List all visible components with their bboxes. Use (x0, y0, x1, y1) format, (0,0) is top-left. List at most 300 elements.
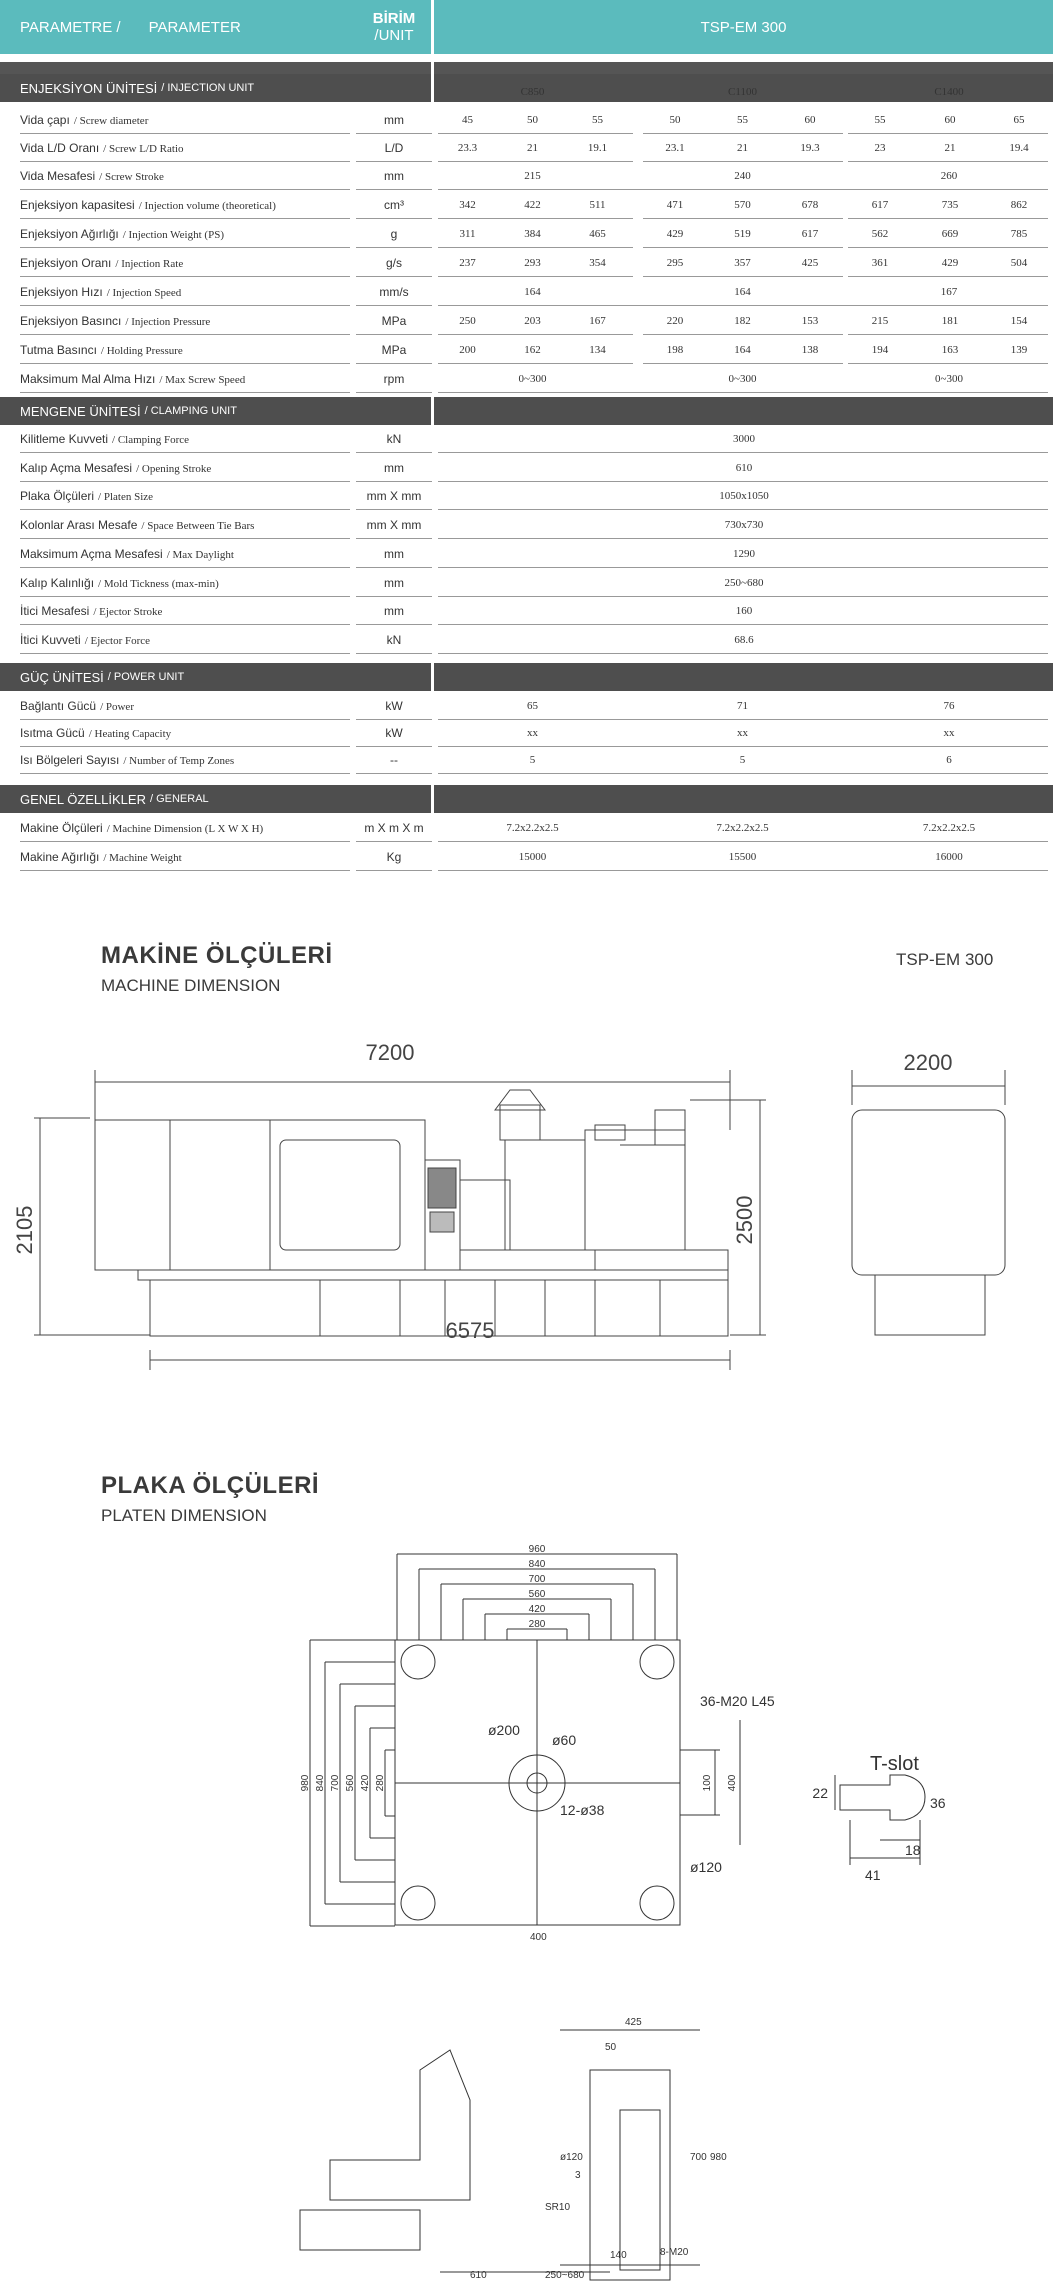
row-divider (356, 276, 432, 277)
section-divider (431, 785, 434, 813)
side-d3: 3 (575, 2170, 581, 2181)
label-d120: ø120 (690, 1859, 722, 1875)
row-label (20, 569, 219, 597)
row-label-tr: Tutma Basıncı (20, 343, 97, 357)
row-divider (356, 247, 432, 248)
dim-height-left: 2105 (12, 1205, 37, 1255)
row-value: 511 (589, 199, 606, 211)
row-value: 678 (801, 199, 819, 211)
section-title: GÜÇ ÜNİTESİ (20, 669, 104, 685)
row-label-en: / Platen Size (98, 491, 154, 504)
row-divider (438, 870, 1048, 871)
platen-top-dim: 700 (528, 1574, 546, 1585)
row-value: xx (527, 727, 538, 739)
row-divider (438, 334, 633, 335)
row-label-tr: Kolonlar Arası Mesafe (20, 518, 138, 533)
platen-left-dim: 700 (330, 1774, 341, 1792)
table-row (0, 626, 1053, 654)
row-divider (643, 247, 843, 248)
row-label-en: / Heating Capacity (88, 728, 172, 740)
dim-length: 7200 (365, 1040, 415, 1065)
platen-left-dim: 280 (375, 1774, 386, 1792)
row-value: 354 (589, 257, 606, 269)
row-unit: -- (390, 753, 398, 767)
row-label-tr: Enjeksiyon Oranı (20, 256, 112, 270)
row-label (20, 365, 245, 393)
row-label-tr: Maksimum Mal Alma Hızı (20, 372, 156, 386)
row-label-en: / Opening Stroke (136, 462, 212, 475)
row-value: 570 (734, 199, 751, 211)
row-value: 361 (871, 257, 889, 269)
row-value: xx (737, 727, 748, 739)
row-unit: mm (384, 113, 404, 127)
unit-label-en: /UNIT (374, 27, 414, 44)
row-label-tr: İtici Kuvveti (20, 632, 81, 647)
row-label-tr: Makine Ölçüleri (20, 821, 103, 835)
row-label (20, 597, 162, 625)
row-value: 504 (1010, 257, 1028, 269)
row-value: 19.1 (587, 142, 608, 154)
row-divider (20, 247, 350, 248)
row-value: 154 (1010, 315, 1028, 327)
row-value: 610 (735, 461, 753, 474)
row-value: 293 (524, 257, 541, 269)
row-value: 21 (944, 142, 956, 154)
machine-dim-title: MAKİNE ÖLÇÜLERİ (101, 942, 333, 969)
row-label-en: / Clamping Force (112, 434, 190, 446)
table-row (0, 746, 1053, 774)
row-value: 735 (941, 199, 959, 211)
row-value: 6 (946, 754, 952, 766)
row-divider (643, 363, 843, 364)
row-label (20, 191, 276, 219)
row-label-en: / Max Daylight (166, 548, 234, 561)
row-value: xx (943, 727, 955, 739)
section-title: ENJEKSİYON ÜNİTESİ (20, 80, 158, 96)
row-value: 134 (589, 344, 606, 356)
row-value: 23.1 (665, 142, 685, 154)
row-value: 250 (459, 315, 476, 327)
row-divider (643, 276, 843, 277)
row-unit: MPa (381, 343, 407, 357)
machine-dimension-drawing (0, 1030, 1053, 1370)
label-t22: 22 (812, 1785, 828, 1801)
row-label (20, 843, 182, 871)
label-tslot: T-slot (870, 1753, 919, 1775)
table-row (0, 454, 1053, 482)
row-value: 730x730 (724, 519, 764, 532)
row-value: 55 (737, 114, 748, 126)
table-row (0, 569, 1053, 597)
side-d980: 980 (710, 2152, 727, 2163)
section-title: GENEL ÖZELLİKLER (20, 791, 146, 807)
row-label-tr: Enjeksiyon Basıncı (20, 314, 122, 328)
unit-label: BİRİM (372, 10, 416, 27)
row-divider (20, 334, 350, 335)
row-label-en: / Space Between Tie Bars (141, 520, 255, 533)
row-value: 384 (524, 228, 541, 240)
table-row (0, 482, 1053, 510)
row-label-en: / Injection Rate (115, 258, 184, 270)
label-tap: 36-M20 L45 (700, 1693, 775, 1709)
row-value: 19.3 (800, 142, 820, 154)
platen-dim-100: 100 (702, 1774, 713, 1792)
row-value: 5 (529, 754, 536, 766)
row-value: 311 (459, 228, 476, 240)
row-divider (20, 773, 350, 774)
row-value: 7.2x2.2x2.5 (716, 822, 769, 834)
row-value: 200 (459, 344, 476, 356)
platen-top-dim: 560 (528, 1589, 546, 1600)
row-label-en: / Injection Weight (PS) (122, 229, 224, 241)
platen-top-dim: 960 (528, 1544, 546, 1555)
row-value: 163 (941, 344, 959, 356)
section-general (0, 785, 1053, 813)
row-divider (438, 363, 633, 364)
row-value: 55 (592, 114, 603, 126)
row-unit: mm (384, 546, 404, 561)
row-value: 50 (527, 114, 538, 126)
row-label (20, 626, 150, 654)
row-label-en: / Max Screw Speed (159, 374, 246, 386)
row-value: 429 (666, 228, 684, 240)
table-row (0, 597, 1053, 625)
label-d200: ø200 (488, 1722, 520, 1738)
row-divider (20, 392, 350, 393)
row-value: 237 (459, 257, 476, 269)
table-row (0, 162, 1053, 190)
section-divider (431, 663, 434, 691)
row-label (20, 134, 184, 162)
row-value: 21 (527, 142, 538, 154)
row-label (20, 162, 164, 190)
row-label-en: / Power (100, 701, 134, 713)
row-value: 220 (666, 315, 684, 327)
row-label-tr: Makine Ağırlığı (20, 850, 100, 864)
label-t41: 41 (865, 1867, 881, 1883)
row-value: 785 (1010, 228, 1028, 240)
row-value: 16000 (935, 851, 963, 863)
row-divider (356, 653, 432, 654)
row-divider (20, 870, 350, 871)
row-divider (20, 189, 350, 190)
platen-left-dim: 560 (345, 1774, 356, 1792)
row-value: 429 (941, 257, 959, 269)
row-label-tr: Isıtma Gücü (20, 726, 85, 740)
row-label (20, 814, 263, 842)
injection-col-header: C1100 (728, 86, 757, 98)
platen-dim-400: 400 (727, 1774, 738, 1792)
side-d50: 50 (605, 2042, 617, 2053)
row-unit: mm (384, 460, 404, 475)
row-divider (20, 841, 350, 842)
row-label-en: / Ejector Stroke (93, 606, 163, 619)
section-subtitle: / INJECTION UNIT (161, 82, 255, 94)
row-divider (356, 870, 432, 871)
row-value: 162 (524, 344, 541, 356)
row-value: 471 (666, 199, 684, 211)
table-row (0, 425, 1053, 453)
row-value: 240 (734, 170, 751, 182)
row-label (20, 307, 210, 335)
header-bar-left (0, 62, 431, 74)
table-row (0, 278, 1053, 306)
label-holes: 12-ø38 (560, 1802, 605, 1818)
row-label-tr: Enjeksiyon kapasitesi (20, 198, 135, 212)
row-divider (438, 841, 1048, 842)
label-bottom-400: 400 (530, 1932, 547, 1943)
row-value: 153 (801, 315, 819, 327)
row-divider (20, 363, 350, 364)
row-value: 60 (804, 114, 816, 126)
row-unit: kW (385, 726, 403, 740)
row-value: 55 (874, 114, 886, 126)
table-row (0, 719, 1053, 747)
platen-left-dim: 840 (315, 1774, 326, 1792)
row-value: 7.2x2.2x2.5 (506, 822, 559, 834)
row-unit: m X m X m (364, 821, 424, 835)
section-power (0, 663, 1053, 691)
platen-dim-title: PLAKA ÖLÇÜLERİ (101, 1472, 320, 1499)
row-divider (20, 276, 350, 277)
row-unit: cm³ (384, 198, 404, 212)
row-label-tr: Enjeksiyon Hızı (20, 285, 103, 299)
row-value: 181 (941, 315, 959, 327)
row-label (20, 336, 183, 364)
platen-top-dim: 420 (528, 1604, 546, 1615)
row-value: 194 (871, 344, 889, 356)
table-row (0, 692, 1053, 720)
row-unit: rpm (383, 372, 405, 386)
row-divider (848, 363, 1048, 364)
platen-dim-subtitle: PLATEN DIMENSION (101, 1506, 267, 1525)
row-value: 15000 (518, 851, 547, 863)
table-row (0, 843, 1053, 871)
section-title: MENGENE ÜNİTESİ (20, 403, 141, 419)
row-label-en: / Injection Speed (106, 287, 182, 299)
row-divider (356, 392, 432, 393)
row-value: 138 (801, 344, 819, 356)
platen-top-dim: 840 (528, 1559, 546, 1570)
section-divider (431, 74, 434, 102)
row-label-en: / Ejector Force (84, 634, 151, 647)
side-m20: 8-M20 (660, 2247, 689, 2258)
row-value: 50 (669, 114, 681, 126)
row-value: 65 (1013, 114, 1025, 126)
row-value: 23.3 (457, 142, 478, 154)
side-d250: 250~680 (545, 2270, 585, 2281)
row-value: 422 (524, 199, 541, 211)
row-value: 250~680 (724, 576, 764, 589)
row-label-tr: Enjeksiyon Ağırlığı (20, 227, 119, 241)
param-label-en: PARAMETER (148, 18, 241, 36)
row-value: 23 (874, 142, 886, 154)
platen-left-dim: 980 (300, 1774, 311, 1792)
row-value: 7.2x2.2x2.5 (922, 822, 976, 834)
row-divider (438, 392, 1048, 393)
row-unit: mm/s (379, 285, 409, 299)
side-d140: 140 (610, 2250, 627, 2261)
row-value: 68.6 (734, 633, 754, 646)
row-value: 164 (734, 286, 751, 298)
section-subtitle: / CLAMPING UNIT (144, 405, 237, 417)
row-value: 160 (735, 605, 753, 618)
row-divider (20, 218, 350, 219)
row-value: 60 (944, 114, 956, 126)
row-value: 3000 (733, 433, 755, 445)
row-unit: L/D (384, 141, 404, 155)
spec-table-header (0, 0, 1053, 54)
row-value: 215 (524, 170, 541, 182)
row-value: 139 (1010, 344, 1028, 356)
row-value: 198 (666, 344, 684, 356)
row-label (20, 511, 254, 539)
row-label (20, 719, 171, 747)
row-value: 295 (666, 257, 684, 269)
row-label (20, 746, 234, 774)
row-label-tr: Plaka Ölçüleri (20, 489, 95, 504)
row-value: 21 (737, 142, 748, 154)
row-value: 465 (589, 228, 606, 240)
row-divider (848, 334, 1048, 335)
row-value: 562 (871, 228, 889, 240)
row-divider (438, 189, 1048, 190)
row-label-en: / Holding Pressure (100, 345, 183, 357)
row-unit: kN (386, 432, 402, 446)
row-label (20, 540, 234, 568)
row-label-tr: Bağlantı Gücü (20, 699, 97, 713)
platen-dimension-drawing (0, 1540, 1053, 1980)
side-d120: ø120 (560, 2152, 583, 2163)
row-divider (438, 218, 633, 219)
row-value: 71 (737, 700, 748, 712)
row-label (20, 220, 224, 248)
row-label-tr: Vida L/D Oranı (20, 141, 100, 155)
row-unit: kW (385, 699, 403, 713)
param-label: PARAMETRE / (20, 18, 121, 36)
row-unit: mm (384, 604, 404, 619)
row-value: 182 (734, 315, 751, 327)
row-label-tr: Maksimum Açma Mesafesi (20, 546, 163, 561)
row-value: 19.4 (1009, 142, 1029, 154)
table-row (0, 336, 1053, 364)
row-divider (356, 841, 432, 842)
row-label-en: / Injection Pressure (125, 316, 211, 328)
row-value: 15500 (728, 851, 757, 863)
table-row (0, 220, 1053, 248)
section-subtitle: / GENERAL (149, 793, 209, 805)
row-value: 0~300 (518, 373, 547, 385)
table-row (0, 191, 1053, 219)
table-row (0, 106, 1053, 134)
side-d700: 700 (690, 2152, 707, 2163)
row-label-tr: İtici Mesafesi (20, 604, 90, 619)
table-row (0, 814, 1053, 842)
row-value: 167 (940, 286, 958, 298)
row-label-tr: Kalıp Açma Mesafesi (20, 460, 133, 475)
row-value: 164 (524, 286, 541, 298)
row-label-tr: Isı Bölgeleri Sayısı (20, 753, 120, 767)
injection-col-header: C850 (520, 86, 545, 98)
row-value: 45 (462, 114, 473, 126)
row-divider (356, 189, 432, 190)
row-label (20, 454, 211, 482)
row-label (20, 106, 148, 134)
row-value: 357 (734, 257, 751, 269)
table-row (0, 365, 1053, 393)
side-d425: 425 (625, 2017, 642, 2028)
row-divider (438, 773, 1048, 774)
row-value: 0~300 (935, 373, 963, 385)
row-divider (438, 247, 633, 248)
row-divider (356, 773, 432, 774)
row-unit: mm X mm (366, 489, 422, 504)
label-t18: 18 (905, 1842, 921, 1858)
dim-width: 2200 (903, 1050, 953, 1075)
row-value: 203 (524, 315, 541, 327)
row-label-en: / Screw Stroke (99, 171, 164, 183)
row-value: 5 (739, 754, 746, 766)
row-label-en: / Machine Dimension (L X W X H) (106, 823, 264, 835)
row-divider (438, 653, 1048, 654)
row-label-en: / Injection volume (theoretical) (138, 200, 276, 212)
dim-base-length: 6575 (445, 1318, 495, 1343)
row-unit: g (390, 227, 398, 241)
row-label-en: / Screw diameter (73, 115, 149, 127)
row-divider (438, 276, 633, 277)
row-divider (643, 218, 843, 219)
row-divider (356, 305, 432, 306)
row-unit: kN (386, 632, 402, 647)
row-value: 164 (734, 344, 751, 356)
row-label-tr: Kilitleme Kuvveti (20, 432, 109, 446)
table-row (0, 249, 1053, 277)
machine-dim-model: TSP-EM 300 (896, 950, 994, 969)
model-header: TSP-EM 300 (700, 18, 787, 36)
row-value: 215 (871, 315, 889, 327)
side-sr10: SR10 (545, 2202, 571, 2213)
row-label-en: / Screw L/D Ratio (103, 143, 184, 155)
row-value: 425 (801, 257, 819, 269)
row-label (20, 278, 181, 306)
row-value: 1050x1050 (719, 490, 769, 503)
row-divider (20, 653, 350, 654)
side-d610: 610 (470, 2270, 487, 2281)
row-unit: Kg (386, 850, 402, 864)
row-label (20, 692, 134, 720)
row-divider (848, 218, 1048, 219)
row-divider (643, 334, 843, 335)
row-unit: mm (384, 575, 404, 590)
row-divider (20, 305, 350, 306)
row-value: 617 (801, 228, 819, 240)
row-value: 519 (734, 228, 751, 240)
row-unit: mm (384, 169, 404, 183)
row-value: 260 (940, 170, 958, 182)
injection-col-header: C1400 (934, 86, 964, 98)
row-value: 0~300 (728, 373, 757, 385)
section-clamping (0, 397, 1053, 425)
unit-header (356, 0, 432, 54)
header-bar-right (434, 62, 1053, 74)
row-label-en: / Mold Tickness (max-min) (98, 577, 219, 590)
row-label-tr: Vida çapı (20, 113, 70, 127)
section-divider (431, 397, 434, 425)
row-value: 65 (527, 700, 538, 712)
row-label (20, 482, 153, 510)
label-t36: 36 (930, 1795, 946, 1811)
dim-height-right: 2500 (732, 1195, 757, 1245)
